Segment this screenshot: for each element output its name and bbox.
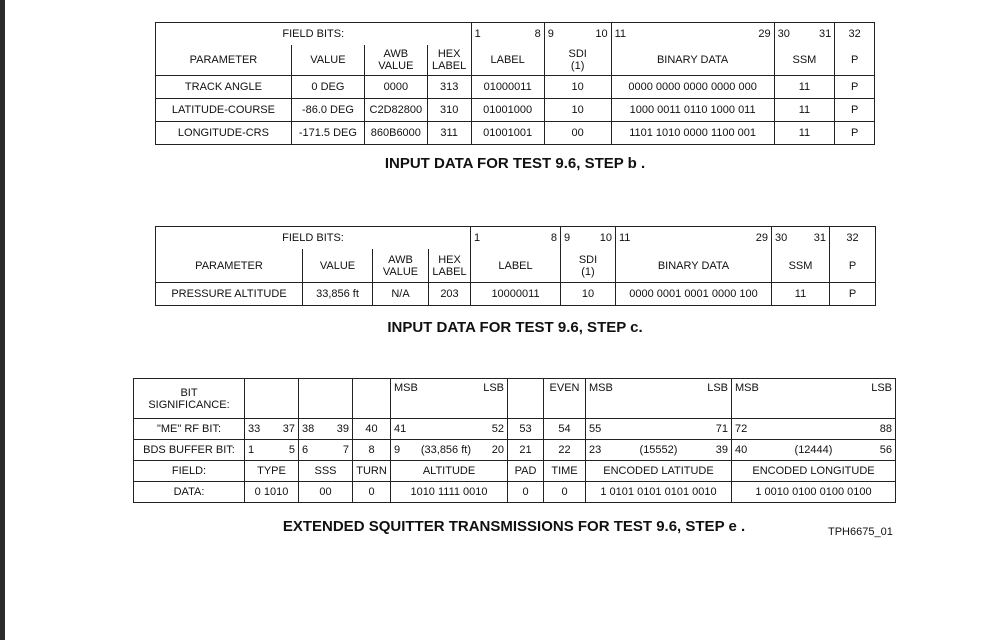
msb-label: MSB — [589, 382, 613, 394]
bit-31: 31 — [813, 232, 826, 244]
header-hex-label: HEX LABEL — [429, 249, 471, 283]
bit-10: 10 — [599, 232, 612, 244]
table-row: "ME" RF BIT: 33 37 38 39 40 41 52 53 54 55 71 72 88 — [134, 419, 896, 440]
bit-1: 1 — [474, 28, 481, 40]
field-label: FIELD: — [134, 461, 245, 482]
header-hex-label: HEX LABEL — [427, 45, 471, 76]
left-border-bar — [0, 0, 5, 640]
bit-9: 9 — [564, 232, 571, 244]
header-value: VALUE — [291, 45, 364, 76]
header-label: LABEL — [471, 45, 544, 76]
bit-11: 11 — [619, 232, 631, 244]
table-row: DATA: 0 1010 00 0 1010 1111 0010 0 0 1 0101 0101 0101 0010 1 0010 0100 0100 0100 — [134, 482, 896, 503]
table-row: TRACK ANGLE 0 DEG 0000 313 01000011 10 0000 0000 0000 0000 000 11 P — [156, 76, 875, 99]
lsb-label: LSB — [871, 382, 892, 394]
bit-31: 31 — [818, 28, 832, 40]
header-label: LABEL — [471, 249, 561, 283]
header-awb-value: AWB VALUE — [364, 45, 427, 76]
bit-9: 9 — [547, 28, 554, 40]
caption-step-b: INPUT DATA FOR TEST 9.6, STEP b . — [384, 155, 646, 172]
msb-label: MSB — [735, 382, 759, 394]
header-binary-data: BINARY DATA — [611, 45, 774, 76]
bit-32: 32 — [835, 23, 875, 46]
bit-1: 1 — [474, 232, 481, 244]
bit-29: 29 — [755, 232, 768, 244]
header-p: P — [830, 249, 876, 283]
bit-32: 32 — [830, 227, 876, 250]
header-parameter: PARAMETER — [156, 249, 303, 283]
field-bits-label: FIELD BITS: — [156, 23, 472, 46]
figure-reference: TPH6675_01 — [828, 526, 893, 538]
input-data-table-step-c — [155, 226, 876, 306]
lsb-label: LSB — [483, 382, 504, 394]
field-bits-label: FIELD BITS: — [156, 227, 471, 250]
table-row: PRESSURE ALTITUDE 33,856 ft N/A 203 10000011 10 0000 0001 0001 0000 100 11 P — [156, 283, 876, 306]
bit-30: 30 — [777, 28, 790, 40]
header-parameter: PARAMETER — [156, 45, 292, 76]
me-rf-bit-label: "ME" RF BIT: — [134, 419, 245, 440]
bit-8: 8 — [534, 28, 541, 40]
caption-step-e: EXTENDED SQUITTER TRANSMISSIONS FOR TEST 9.6, STEP e . — [282, 518, 746, 535]
table-row: LONGITUDE-CRS -171.5 DEG 860B6000 311 01001001 00 1101 1010 0000 1100 001 11 P — [156, 122, 875, 145]
extended-squitter-table-step-e — [133, 378, 896, 503]
header-p: P — [835, 45, 875, 76]
header-binary-data: BINARY DATA — [616, 249, 772, 283]
msb-label: MSB — [394, 382, 418, 394]
bit-8: 8 — [550, 232, 557, 244]
bit-significance-label: BIT SIGNIFICANCE: — [134, 379, 245, 419]
caption-step-c: INPUT DATA FOR TEST 9.6, STEP c. — [387, 319, 643, 336]
bit-10: 10 — [595, 28, 608, 40]
input-data-table-step-b — [155, 22, 875, 145]
table-row: FIELD: TYPE SSS TURN ALTITUDE PAD TIME ENCODED LATITUDE ENCODED LONGITUDE — [134, 461, 896, 482]
table-row: BDS BUFFER BIT: 1 5 6 7 8 9 (33,856 ft) 20 21 22 23 (15552) 39 40 (12444) 56 — [134, 440, 896, 461]
header-ssm: SSM — [772, 249, 830, 283]
table-row: LATITUDE-COURSE -86.0 DEG C2D82800 310 01001000 10 1000 0011 0110 1000 011 11 P — [156, 99, 875, 122]
bit-30: 30 — [775, 232, 788, 244]
header-sdi: SDI (1) — [561, 249, 616, 283]
data-label: DATA: — [134, 482, 245, 503]
even-label: EVEN — [544, 379, 586, 419]
bit-11: 11 — [614, 28, 627, 40]
bds-buffer-bit-label: BDS BUFFER BIT: — [134, 440, 245, 461]
bit-29: 29 — [758, 28, 771, 40]
header-value: VALUE — [303, 249, 373, 283]
header-sdi: SDI (1) — [544, 45, 611, 76]
header-awb-value: AWB VALUE — [373, 249, 429, 283]
lsb-label: LSB — [707, 382, 728, 394]
header-ssm: SSM — [774, 45, 835, 76]
